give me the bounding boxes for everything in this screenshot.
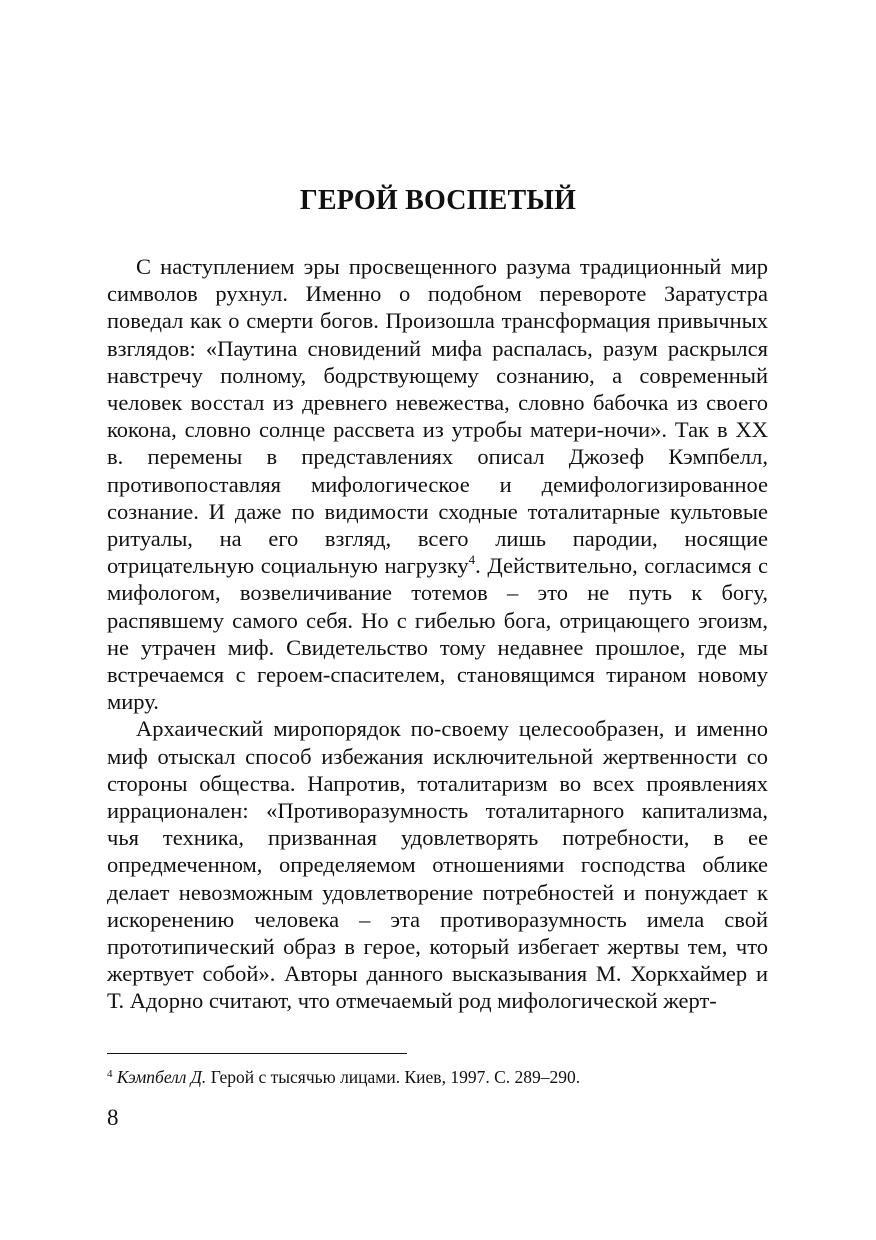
paragraph-1 (107, 253, 768, 715)
footnote-reference: 4 (468, 552, 476, 568)
chapter-title: ГЕРОЙ ВОСПЕТЫЙ (299, 185, 577, 216)
page-number: 8 (107, 1105, 119, 1130)
paragraph-1-part-2: . Действительно, согласимся с мифологом, возвеличивание тотемов – это не путь к богу, распявшему самого себя. Но с гибелью бога, отрицающего эгоизм, не утрачен миф. Свидетельство тому недавнее прошлое, где мы встречаемся с героем-спасителем, становящимся тираном новому миру. (107, 553, 769, 715)
footnote-mark: 4 (107, 1068, 113, 1080)
footnote-author: Кэмпбелл Д. (116, 1067, 207, 1087)
main-text (107, 253, 768, 1015)
paragraph-2: Архаический миропорядок по-своему целесообразен, и именно миф отыскал способ избежания исключительной жертвенности со стороны общества. Напротив, тоталитаризм во всех проявлениях иррационален: «Противоразумность тоталитарного капитализма, чья техника, призванная удовлетворять потребности, в ее опредмеченном, определяемом отношениями господства облике делает невозможным удовлетворение потребностей и понуждает к искоренению человека – эта противоразумность имела свой прототипический образ в герое, который избегает жертвы тем, что жертвует собой». Авторы данного высказывания М. Хоркхаймер и Т. Адорно считают, что отмечаемый род мифологической жерт- (107, 716, 768, 1014)
paragraph-1-part-1: С наступлением эры просвещенного разума традиционный мир символов рухнул. Именно о подобном перевороте Заратустра поведал как о смерти богов. Произошла трансформация привычных взглядов: «Паутина сновидений мифа распалась, разум раскрылся навстречу полному, бодрствующему сознанию, а современный человек восстал из древнего невежества, словно бабочка из своего кокона, словно солнце рассвета из утробы матери-ночи». Так в XX в. перемены в представлениях описал Джозеф Кэмпбелл, противопоставляя мифологическое и демифологизированное сознание. И даже по видимости сходные тоталитарные культовые ритуалы, на его взгляд, всего лишь пародии, носящие отрицательную социальную нагрузку (107, 254, 768, 579)
footnote-separator (107, 1053, 407, 1054)
footnote (107, 1066, 768, 1088)
footnote-text: Герой с тысячью лицами. Киев, 1997. С. 289–290. (206, 1067, 581, 1087)
